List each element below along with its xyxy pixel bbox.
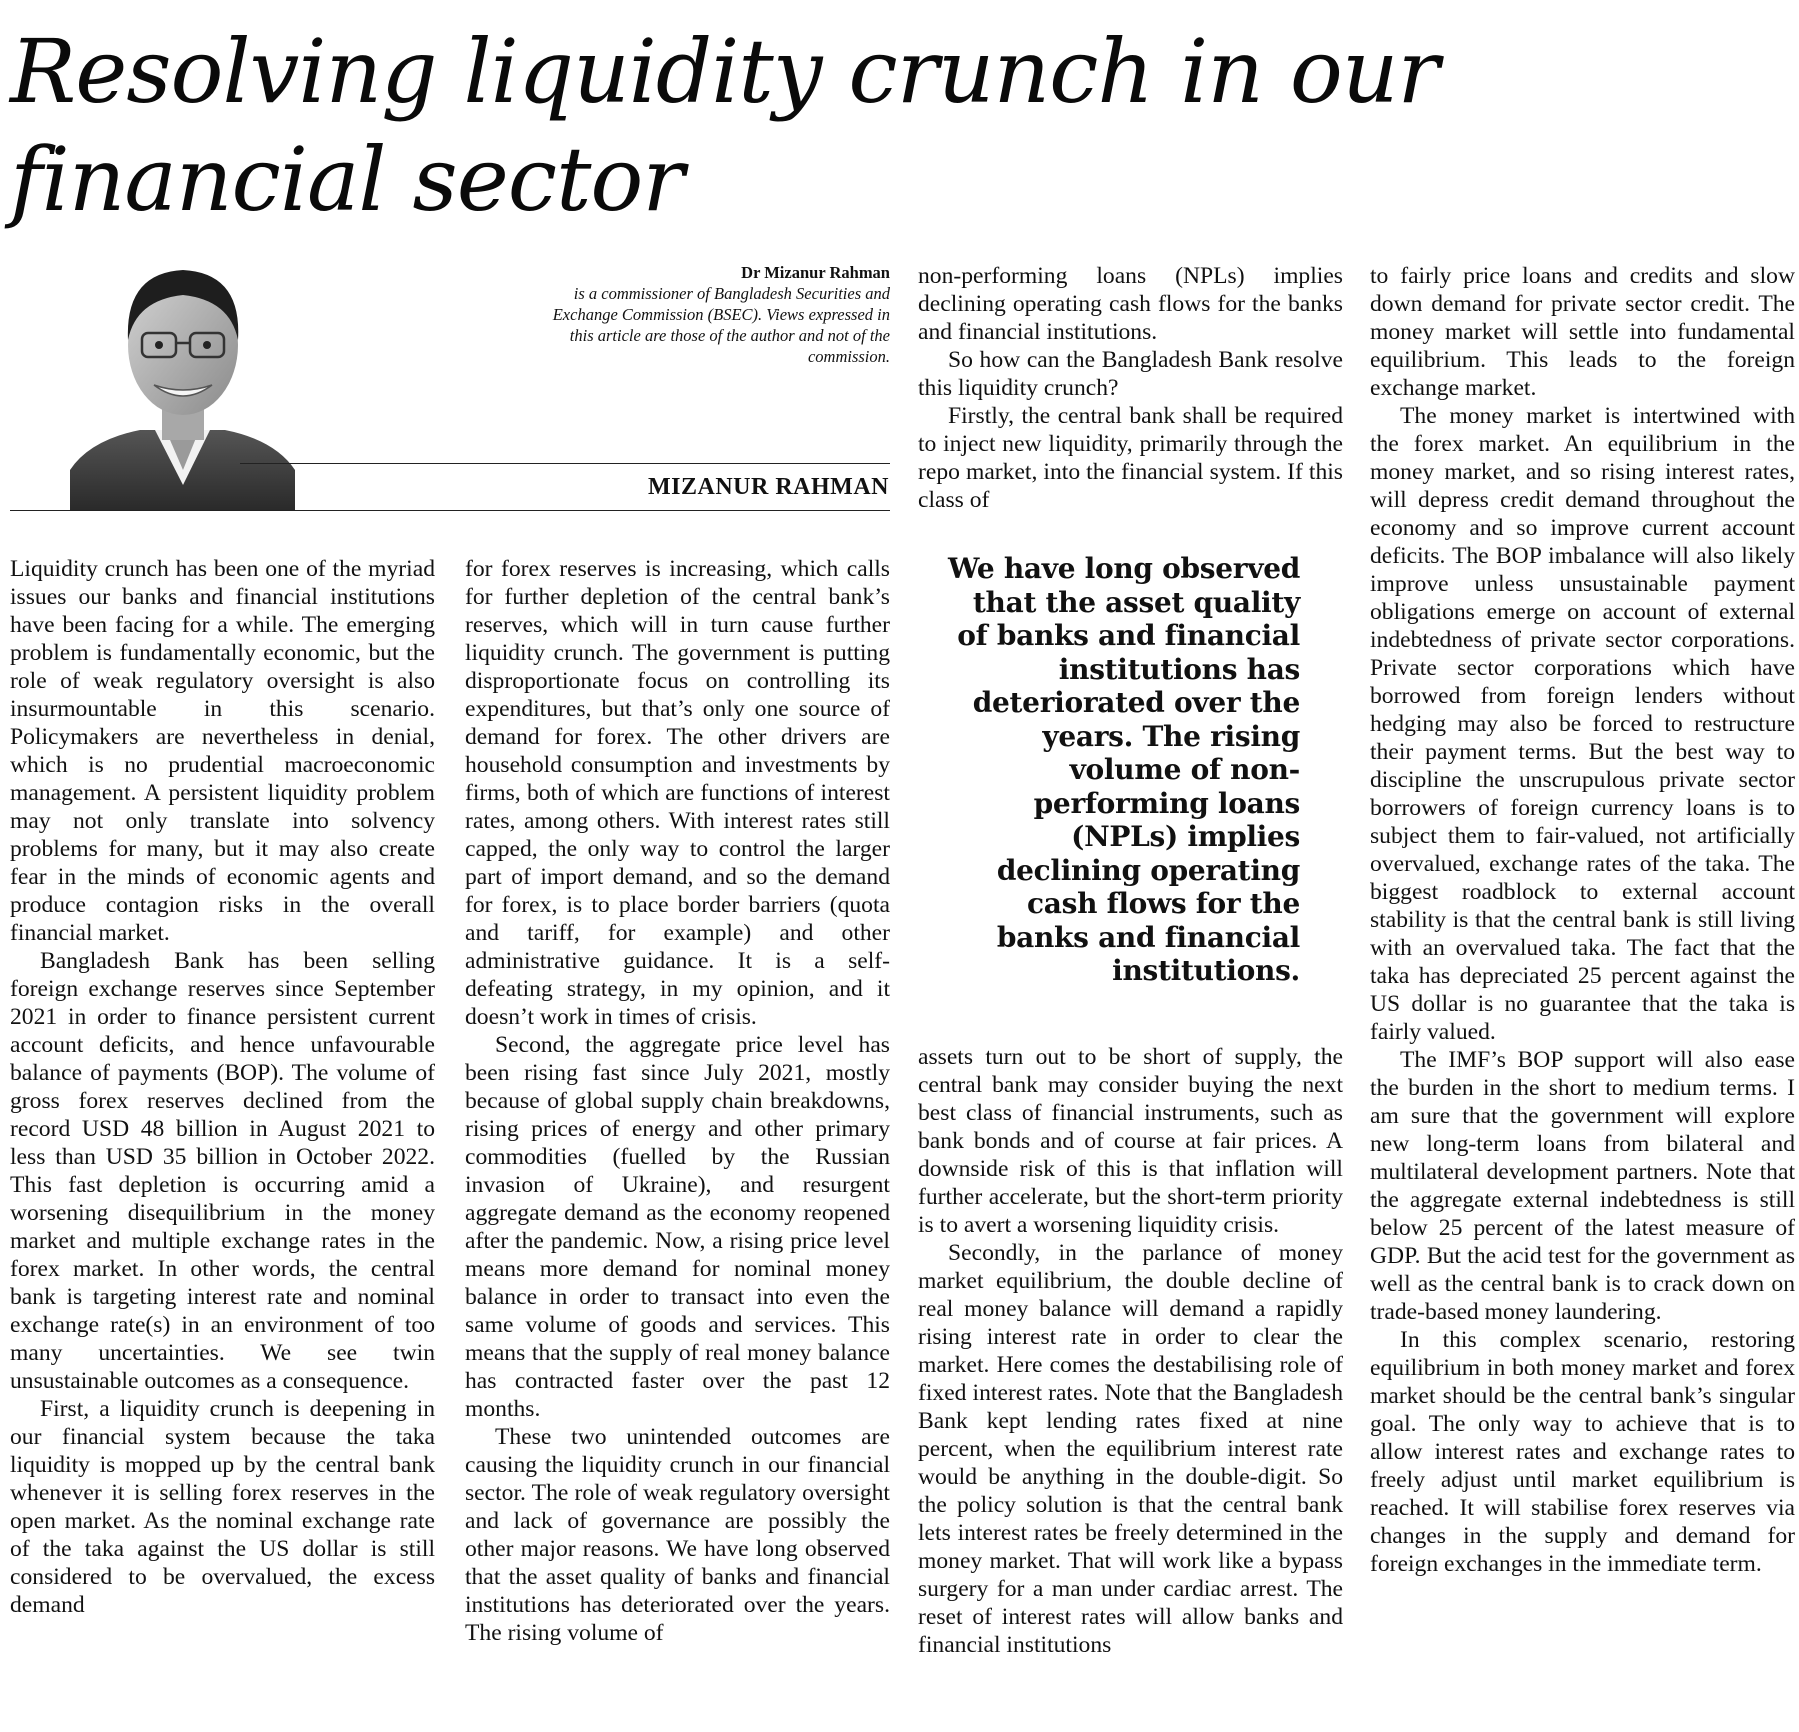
pull-quote: We have long observed that the asset quality of banks and financial institutions has deteriorated over the years. The rising volume of non-performing loans (NPLs) implies declining operating cash flows for the banks and financial institutions. (948, 552, 1300, 987)
paragraph: Firstly, the central bank shall be required to inject new liquidity, primarily through the repo market, into the financial system. If this class of (918, 403, 1343, 513)
paragraph: non-performing loans (NPLs) implies declining operating cash flows for the banks and financial institutions. (918, 263, 1343, 345)
paragraph: for forex reserves is increasing, which calls for further depletion of the central bank’s reserves, which will in turn cause further liquidity crunch. The government is putting disproportionate focus on controlling its expenditures, but that’s only one source of demand for forex. The other drivers are household consumption and investments by firms, both of which are functions of interest rates, among others. With interest rates still capped, the only way to control the larger part of import demand, and so the demand for forex, is to place border barriers (quota and tariff, for example) and other administrative guidance. It is a self-defeating strategy, in my opinion, and it doesn’t work in times of crisis. (465, 556, 890, 1030)
paragraph: Second, the aggregate price level has been rising fast since July 2021, mostly because of global supply chain breakdowns, rising prices of energy and other primary commodities (fuelled by the Russian invasion of Ukraine), and resurgent aggregate demand as the economy reopened after the pandemic. Now, a rising price level means more demand for nominal money balance in order to transact into even the same volume of goods and services. This means that the supply of real money balance has contracted faster over the past 12 months. (465, 1032, 890, 1422)
article-column-4 (1370, 262, 1795, 1578)
paragraph: Secondly, in the parlance of money market equilibrium, the double decline of real money balance will demand a rapidly rising interest rate in order to clear the market. Here comes the destabilising role of fixed interest rates. Note that the Bangladesh Bank kept lending rates fixed at nine percent, when the equilibrium interest rate would be anything in the double-digit. So the policy solution is that the central bank lets interest rates be freely determined in the money market. That will work like a bypass surgery for a man under cardiac arrest. The reset of interest rates will allow banks and financial institutions (918, 1240, 1343, 1658)
author-photo (70, 245, 295, 510)
author-bio-text: is a commissioner of Bangladesh Securities and Exchange Commission (BSEC). Views expressed in this article are those of the author and not of the commission. (552, 284, 890, 366)
paragraph: In this complex scenario, restoring equilibrium in both money market and forex market should be the central bank’s singular goal. The only way to achieve that is to allow interest rates and exchange rates to freely adjust until market equilibrium is reached. It will stabilise forex reserves via changes in the supply and demand for foreign exchanges in the immediate term. (1370, 1327, 1795, 1577)
article-column-1 (10, 555, 435, 1619)
paragraph: Liquidity crunch has been one of the myriad issues our banks and financial institutions have been facing for a while. The emerging problem is fundamentally economic, but the role of weak regulatory oversight is also insurmountable in this scenario. Policymakers are nevertheless in denial, which is no prudential macroeconomic management. A persistent liquidity problem may not only translate into solvency problems for many, but it may also create fear in the minds of economic agents and produce contagion risks in the overall financial market. (10, 556, 435, 946)
paragraph: to fairly price loans and credits and slow down demand for private sector credit. The money market will settle into fundamental equilibrium. This leads to the foreign exchange market. (1370, 263, 1795, 401)
article-column-2 (465, 555, 890, 1647)
article-column-3-bottom (918, 1043, 1343, 1659)
paragraph: These two unintended outcomes are causing the liquidity crunch in our financial sector. The role of weak regulatory oversight and lack of governance are possibly the other major reasons. We have long observed that the asset quality of banks and financial institutions has deteriorated over the years. The rising volume of (465, 1424, 890, 1646)
paragraph: So how can the Bangladesh Bank resolve this liquidity crunch? (918, 347, 1343, 401)
byline-rule-top (240, 463, 890, 464)
byline: MIZANUR RAHMAN (648, 474, 889, 500)
paragraph: The money market is intertwined with the forex market. An equilibrium in the money market, and so rising interest rates, will depress credit demand throughout the economy and so improve current account deficits. The BOP imbalance will also likely improve unless unsustainable payment obligations emerge on account of external indebtedness of private sector corporations. Private sector corporations which have borrowed from foreign lenders without hedging may also be forced to restructure their payment terms. But the best way to discipline the unscrupulous private sector borrowers of foreign currency loans is to subject them to fair-valued, not artificially overvalued, exchange rates of the taka. The biggest roadblock to external account stability is that the central bank is still living with an overvalued taka. The fact that the taka has depreciated 25 percent against the US dollar is no guarantee that the taka is fairly valued. (1370, 403, 1795, 1045)
paragraph: First, a liquidity crunch is deepening in our financial system because the taka liquidity is mopped up by the central bank whenever it is selling forex reserves in the open market. As the nominal exchange rate of the taka against the US dollar is still considered to be overvalued, the excess demand (10, 1396, 435, 1618)
paragraph: assets turn out to be short of supply, the central bank may consider buying the next best class of financial instruments, such as bank bonds and of course at fair prices. A downside risk of this is that inflation will further accelerate, but the short-term priority is to avert a worsening liquidity crisis. (918, 1044, 1343, 1238)
byline-rule-bottom (10, 510, 890, 511)
paragraph: Bangladesh Bank has been selling foreign exchange reserves since September 2021 in order to finance persistent current account deficits, and hence unfavourable balance of payments (BOP). The volume of gross forex reserves declined from the record USD 48 billion in August 2021 to less than USD 35 billion in October 2022. This fast depletion is occurring amid a worsening disequilibrium in the money market and multiple exchange rates in the forex market. In other words, the central bank is targeting interest rate and nominal exchange rate(s) in an environment of too many uncertainties. We see twin unsustainable outcomes as a consequence. (10, 948, 435, 1394)
author-bio (540, 262, 890, 367)
headline: Resolving liquidity crunch in our financial sector (10, 20, 1439, 231)
article-column-3-top (918, 262, 1343, 514)
author-bio-name: Dr Mizanur Rahman (741, 263, 890, 282)
paragraph: The IMF’s BOP support will also ease the burden in the short to medium terms. I am sure that the government will explore new long-term loans from bilateral and multilateral development partners. Note that the aggregate external indebtedness is still below 25 percent of the latest measure of GDP. But the acid test for the government as well as the central bank is to crack down on trade-based money laundering. (1370, 1047, 1795, 1325)
